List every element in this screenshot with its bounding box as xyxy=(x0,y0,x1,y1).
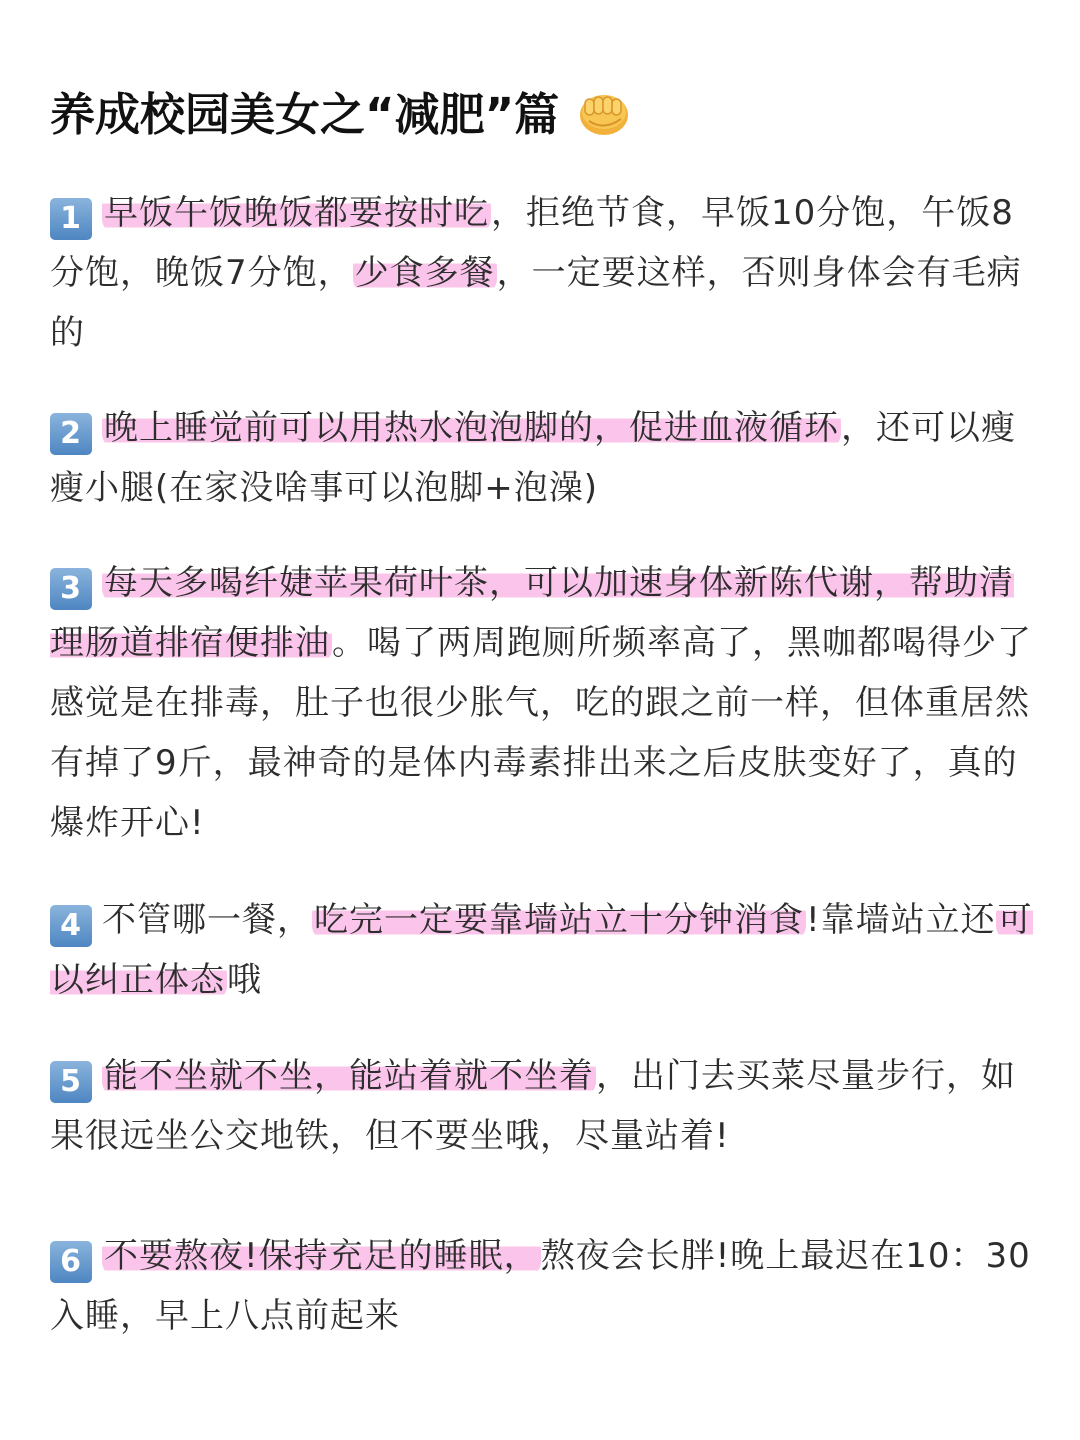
keycap-2-icon: 2 xyxy=(50,413,92,455)
tip-4-segment: 吃完一定要靠墙站立十分钟消食 xyxy=(314,900,804,940)
title-text: 养成校园美女之“减肥”篇 xyxy=(50,88,560,141)
keycap-1-icon: 1 xyxy=(50,198,92,240)
tip-5-segment: 能不坐就不坐，能站着就不坐着 xyxy=(104,1056,594,1096)
tip-2 xyxy=(50,398,1040,518)
tip-1-segment: 少食多餐 xyxy=(354,253,495,293)
tip-3 xyxy=(50,553,1040,853)
tip-4-segment: 可以纠正体态 xyxy=(50,900,1033,1000)
tip-1 xyxy=(50,183,1040,363)
tip-4 xyxy=(50,890,1040,1010)
tip-6-segment: 熬夜会长胖!晚上最迟在10：30入睡，早上八点前起来 xyxy=(50,1236,1031,1336)
tip-6-segment: 不要熬夜!保持充足的睡眠， xyxy=(104,1236,539,1276)
tip-6 xyxy=(50,1226,1040,1346)
tip-2-segment: ，还可以瘦瘦小腿(在家没啥事可以泡脚+泡澡) xyxy=(50,408,1016,508)
tip-1-segment: ，拒绝节食，早饭10分饱，午饭8分饱，晚饭7分饱， xyxy=(50,193,1014,293)
keycap-6-icon: 6 xyxy=(50,1241,92,1283)
tip-3-segment: 。喝了两周跑厕所频率高了，黑咖都喝得少了感觉是在排毒，肚子也很少胀气，吃的跟之前一样，但体重居然有掉了9斤，最神奇的是体内毒素排出来之后皮肤变好了，真的爆炸开心! xyxy=(50,623,1032,843)
tip-3-segment: 每天多喝纤婕苹果荷叶茶，可以加速身体新陈代谢，帮助清理肠道排宿便排油 xyxy=(50,563,1014,663)
tip-4-segment: 不管哪一餐， xyxy=(102,900,312,940)
keycap-5-icon: 5 xyxy=(50,1061,92,1103)
page-title xyxy=(50,80,631,150)
tip-5 xyxy=(50,1046,1040,1166)
tip-5-segment: ，出门去买菜尽量步行，如果很远坐公交地铁，但不要坐哦，尽量站着! xyxy=(50,1056,1016,1156)
keycap-4-icon: 4 xyxy=(50,905,92,947)
oncoming-fist-icon xyxy=(577,85,631,139)
tip-2-segment: 晚上睡觉前可以用热水泡泡脚的，促进血液循环 xyxy=(104,408,839,448)
tip-4-segment: !靠墙站立还 xyxy=(806,900,996,940)
tip-4-segment: 哦 xyxy=(227,960,262,1000)
tip-1-segment: ，一定要这样，否则身体会有毛病的 xyxy=(50,253,1022,353)
tip-1-segment: 早饭午饭晚饭都要按时吃 xyxy=(104,193,489,233)
keycap-3-icon: 3 xyxy=(50,568,92,610)
